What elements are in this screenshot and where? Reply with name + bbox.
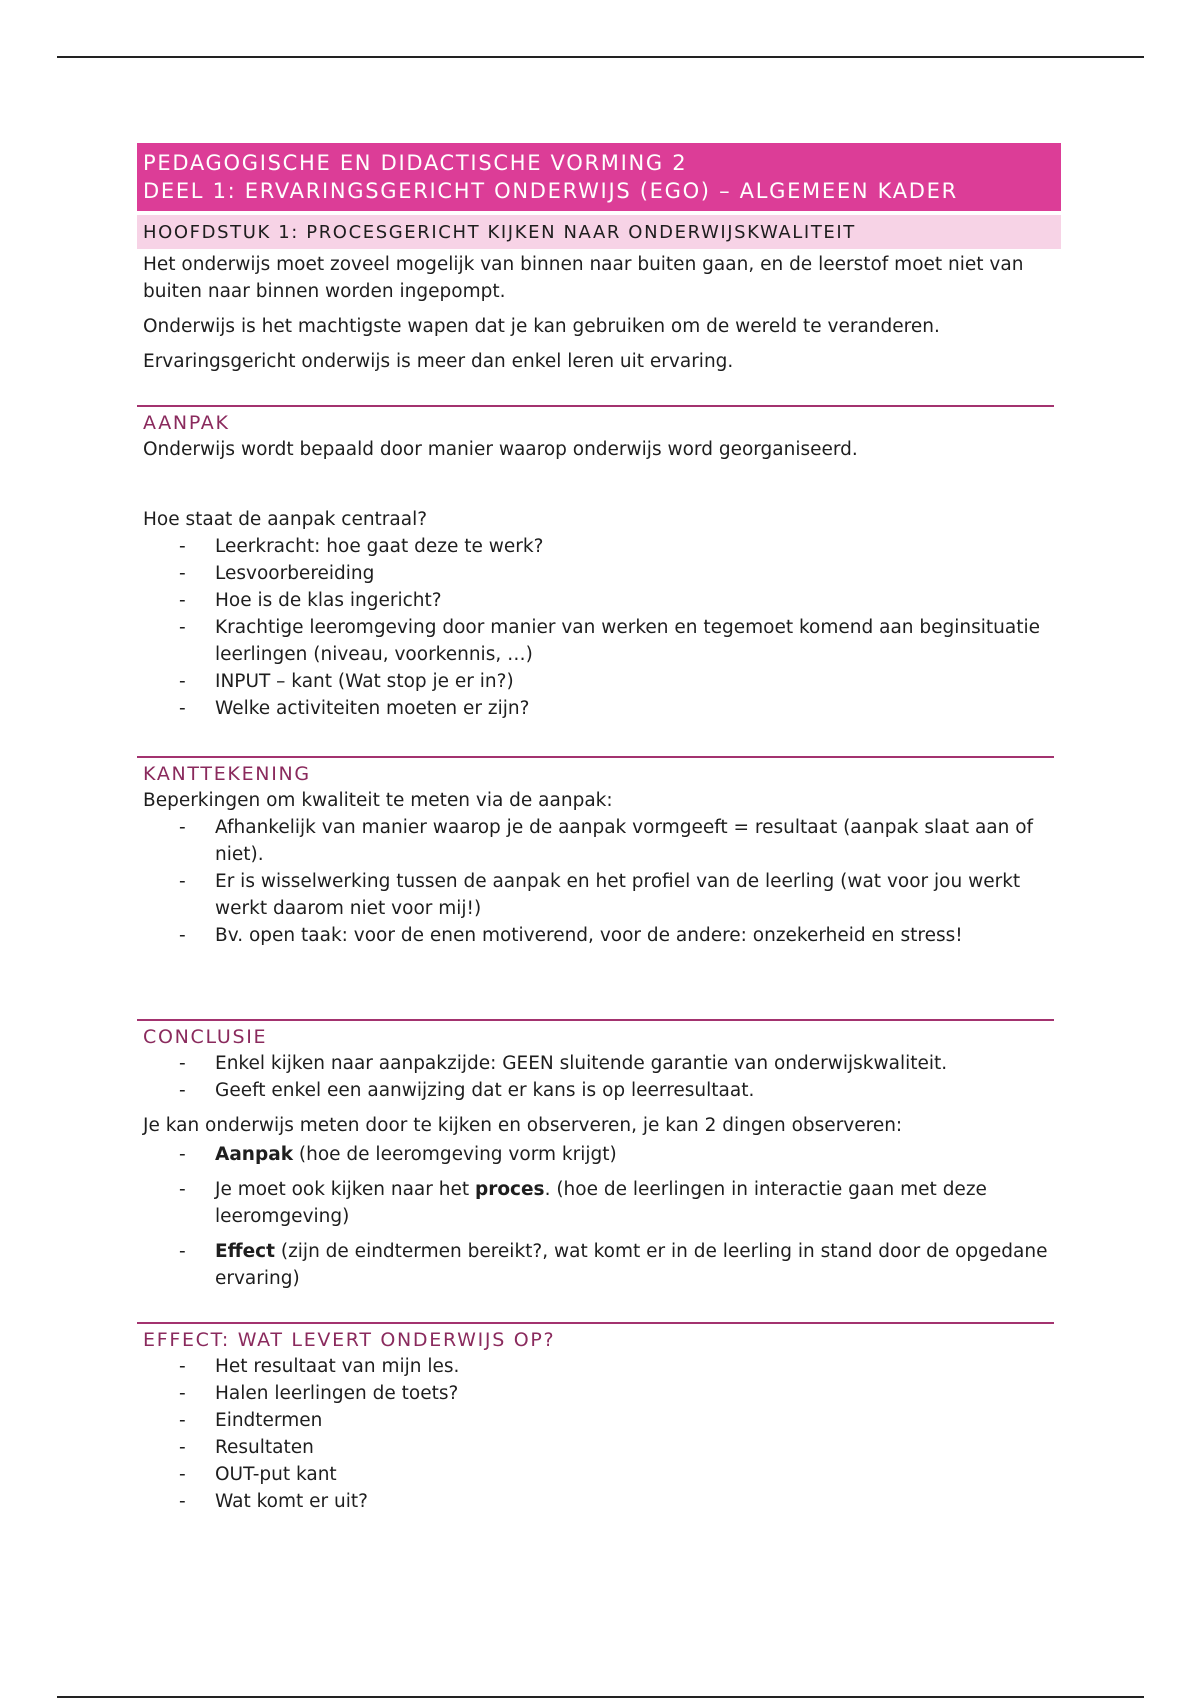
footer-rule — [57, 1696, 1144, 1698]
list-item: - OUT-put kant — [215, 1461, 1055, 1488]
list-item-aanpak: - Aanpak (hoe de leeromgeving vorm krijgt) — [215, 1141, 1055, 1168]
section-text: Onderwijs wordt bepaald door manier waarop onderwijs word georganiseerd. — [143, 439, 858, 460]
observe-list — [143, 1141, 1055, 1292]
intro-section — [137, 251, 1061, 375]
section-aanpak — [137, 405, 1061, 722]
chapter-title: HOOFDSTUK 1: PROCESGERICHT KIJKEN NAAR ONDERWIJSKWALITEIT — [137, 215, 1061, 249]
intro-paragraph: Ervaringsgericht onderwijs is meer dan enkel leren uit ervaring. — [143, 351, 734, 372]
term-aanpak: Aanpak — [215, 1144, 294, 1165]
section-heading: EFFECT: WAT LEVERT ONDERWIJS OP? — [143, 1329, 556, 1351]
intro-paragraph: Onderwijs is het machtigste wapen dat je kan gebruiken om de wereld te veranderen. — [143, 316, 940, 337]
list-item: - Geeft enkel een aanwijzing dat er kans is op leerresultaat. — [215, 1077, 1055, 1104]
list-item: - Wat komt er uit? — [215, 1488, 1055, 1515]
section-kanttekening — [137, 756, 1061, 949]
list-item-effect: - Effect (zijn de eindtermen bereikt?, wat komt er in de leerling in stand door de opgedane ervaring) — [215, 1238, 1055, 1292]
list-item-proces: - Je moet ook kijken naar het proces. (hoe de leerlingen in interactie gaan met deze leeromgeving) — [215, 1176, 1055, 1230]
part-title: DEEL 1: ERVARINGSGERICHT ONDERWIJS (EGO) – ALGEMEEN KADER — [143, 179, 958, 203]
list-item: - Lesvoorbereiding — [215, 560, 1055, 587]
section-divider — [137, 1019, 1054, 1021]
section-question: Hoe staat de aanpak centraal? — [143, 509, 428, 530]
list-item: - Bv. open taak: voor de enen motiverend, voor de andere: onzekerheid en stress! — [215, 922, 1055, 949]
section-heading: AANPAK — [143, 412, 230, 434]
section-divider — [137, 1322, 1054, 1324]
list-item: - Afhankelijk van manier waarop je de aanpak vormgeeft = resultaat (aanpak slaat aan of niet). — [215, 814, 1055, 868]
intro-paragraph: Het onderwijs moet zoveel mogelijk van binnen naar buiten gaan, en de leerstof moet niet van buiten naar binnen worden ingepompt. — [143, 254, 1024, 302]
section-heading: KANTTEKENING — [143, 763, 311, 785]
term-effect: Effect — [215, 1241, 275, 1262]
section-conclusie — [137, 1019, 1061, 1292]
section-text: Je kan onderwijs meten door te kijken en observeren, je kan 2 dingen observeren: — [143, 1115, 903, 1136]
section-effect — [137, 1322, 1061, 1515]
list-item: - Welke activiteiten moeten er zijn? — [215, 695, 1055, 722]
aanpak-list — [143, 533, 1055, 722]
section-heading: CONCLUSIE — [143, 1026, 268, 1048]
list-item: - Krachtige leeromgeving door manier van werken en tegemoet komend aan beginsituatie leerlingen (niveau, voorkennis, …) — [215, 614, 1055, 668]
term-proces: proces — [474, 1179, 545, 1200]
effect-list — [143, 1353, 1055, 1515]
list-item: - Halen leerlingen de toets? — [215, 1380, 1055, 1407]
list-item: - Eindtermen — [215, 1407, 1055, 1434]
section-divider — [137, 405, 1054, 407]
list-item: - Enkel kijken naar aanpakzijde: GEEN sluitende garantie van onderwijskwaliteit. — [215, 1050, 1055, 1077]
title-band — [137, 143, 1061, 211]
list-item: - INPUT – kant (Wat stop je er in?) — [215, 668, 1055, 695]
header-rule — [57, 56, 1144, 58]
course-title: PEDAGOGISCHE EN DIDACTISCHE VORMING 2 — [143, 151, 688, 175]
list-item: - Hoe is de klas ingericht? — [215, 587, 1055, 614]
section-text: Beperkingen om kwaliteit te meten via de aanpak: — [143, 790, 613, 811]
list-item: - Leerkracht: hoe gaat deze te werk? — [215, 533, 1055, 560]
list-item: - Resultaten — [215, 1434, 1055, 1461]
list-item: - Er is wisselwerking tussen de aanpak en het profiel van de leerling (wat voor jou werkt werkt daarom niet voor mij!) — [215, 868, 1055, 922]
section-divider — [137, 756, 1054, 758]
list-item: - Het resultaat van mijn les. — [215, 1353, 1055, 1380]
document-page — [137, 143, 1061, 1515]
conclusie-list — [143, 1050, 1055, 1104]
kanttekening-list — [143, 814, 1055, 949]
